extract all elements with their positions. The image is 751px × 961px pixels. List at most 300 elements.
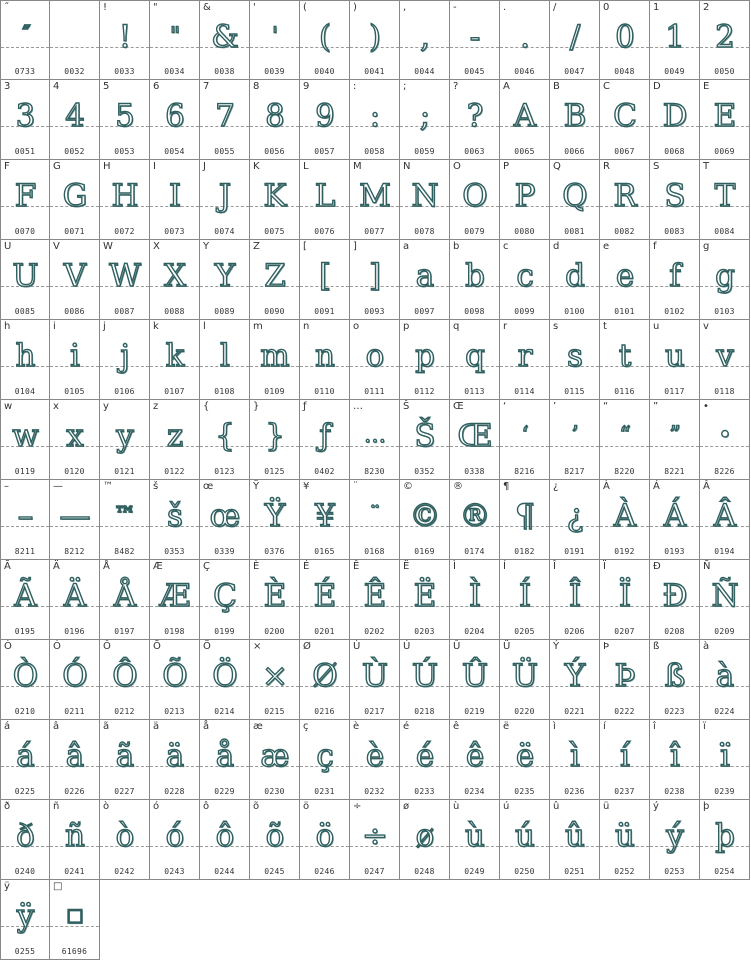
glyph-cell[interactable]	[450, 240, 500, 320]
glyph-cell[interactable]	[700, 80, 750, 160]
glyph-char-label: å	[203, 721, 210, 732]
glyph-cell[interactable]	[650, 720, 700, 800]
glyph-cell[interactable]	[350, 160, 400, 240]
glyph-char-label: t	[603, 321, 607, 332]
glyph-code-label: 0233	[414, 787, 435, 796]
glyph-code-label: 0211	[64, 707, 85, 716]
glyph-char-label: œ	[203, 481, 214, 492]
glyph-cell[interactable]	[650, 400, 700, 480]
glyph-cell[interactable]	[200, 400, 250, 480]
glyph-cell[interactable]	[600, 320, 650, 400]
glyph-char-label: Æ	[153, 561, 163, 572]
glyph-cell[interactable]	[500, 160, 550, 240]
glyph-code-label: 0231	[314, 787, 335, 796]
glyph-preview: è	[365, 738, 384, 774]
glyph-cell[interactable]	[300, 800, 350, 880]
glyph-cell[interactable]	[550, 480, 600, 560]
glyph-char-label: …	[353, 401, 363, 412]
glyph-cell[interactable]	[150, 720, 200, 800]
glyph-cell[interactable]	[550, 160, 600, 240]
glyph-code-label: 0048	[614, 67, 635, 76]
glyph-cell[interactable]	[700, 800, 750, 880]
glyph-code-label: 0228	[164, 787, 185, 796]
glyph-cell[interactable]	[250, 0, 300, 80]
glyph-cell[interactable]	[200, 160, 250, 240]
glyph-char-label: '	[253, 2, 256, 13]
glyph-char-label: O	[453, 161, 461, 172]
glyph-cell[interactable]	[150, 0, 200, 80]
glyph-preview: õ	[265, 818, 284, 854]
glyph-cell[interactable]	[450, 720, 500, 800]
glyph-cell[interactable]	[150, 80, 200, 160]
glyph-preview: Í	[518, 578, 531, 614]
glyph-cell[interactable]	[200, 640, 250, 720]
glyph-cell[interactable]	[500, 400, 550, 480]
glyph-code-label: 0087	[114, 307, 135, 316]
glyph-cell[interactable]	[700, 0, 750, 80]
glyph-preview: –	[17, 498, 33, 534]
glyph-cell[interactable]	[600, 0, 650, 80]
glyph-preview: Ä	[63, 578, 86, 614]
glyph-char-label: i	[53, 321, 56, 332]
glyph-cell[interactable]	[650, 480, 700, 560]
glyph-cell[interactable]	[550, 720, 600, 800]
glyph-code-label: 0203	[414, 627, 435, 636]
glyph-code-label: 8217	[564, 467, 585, 476]
glyph-char-label: d	[553, 241, 560, 252]
glyph-cell[interactable]	[500, 640, 550, 720]
glyph-cell[interactable]	[350, 400, 400, 480]
glyph-cell[interactable]	[600, 480, 650, 560]
glyph-cell[interactable]	[200, 320, 250, 400]
glyph-cell[interactable]	[450, 560, 500, 640]
glyph-char-label: ã	[103, 721, 110, 732]
glyph-cell[interactable]	[350, 560, 400, 640]
glyph-code-label: 0198	[164, 627, 185, 636]
glyph-cell[interactable]	[650, 80, 700, 160]
glyph-char-label: á	[4, 721, 11, 732]
glyph-preview: ’	[571, 423, 578, 448]
glyph-preview: F	[14, 178, 36, 214]
glyph-cell[interactable]	[300, 160, 350, 240]
glyph-preview: P	[514, 178, 535, 214]
glyph-preview: -	[469, 19, 480, 55]
glyph-cell[interactable]	[200, 240, 250, 320]
glyph-cell[interactable]	[500, 720, 550, 800]
glyph-cell[interactable]	[250, 560, 300, 640]
glyph-preview: ]	[368, 258, 381, 294]
glyph-cell[interactable]	[350, 800, 400, 880]
glyph-cell[interactable]	[700, 640, 750, 720]
glyph-preview: V	[63, 258, 86, 294]
glyph-cell[interactable]	[250, 400, 300, 480]
glyph-cell[interactable]	[150, 480, 200, 560]
glyph-cell[interactable]	[550, 320, 600, 400]
glyph-preview: c	[516, 258, 533, 294]
glyph-cell[interactable]	[150, 320, 200, 400]
glyph-char-label: Z	[253, 241, 260, 252]
glyph-cell[interactable]	[450, 320, 500, 400]
glyph-preview: '	[271, 24, 278, 49]
glyph-cell[interactable]	[200, 0, 250, 80]
glyph-code-label: 0353	[164, 547, 185, 556]
glyph-cell[interactable]	[100, 560, 150, 640]
glyph-char-label: 7	[203, 81, 210, 92]
glyph-preview: u	[665, 338, 684, 374]
glyph-code-label: 0097	[414, 307, 435, 316]
glyph-code-label: 0084	[714, 227, 735, 236]
glyph-cell[interactable]	[500, 320, 550, 400]
glyph-preview: p	[415, 338, 434, 374]
glyph-cell[interactable]	[200, 480, 250, 560]
glyph-char-label: E	[703, 81, 710, 92]
glyph-char-label: â	[53, 721, 60, 732]
glyph-cell[interactable]	[250, 800, 300, 880]
glyph-cell[interactable]	[700, 480, 750, 560]
glyph-cell[interactable]	[300, 480, 350, 560]
glyph-code-label: 0107	[164, 387, 185, 396]
glyph-code-label: 0250	[514, 867, 535, 876]
glyph-cell[interactable]	[600, 800, 650, 880]
glyph-preview: —	[59, 498, 90, 534]
glyph-cell[interactable]	[0, 800, 50, 880]
glyph-cell[interactable]	[600, 240, 650, 320]
glyph-cell[interactable]	[0, 240, 50, 320]
glyph-cell[interactable]	[550, 560, 600, 640]
glyph-code-label: 0206	[564, 627, 585, 636]
glyph-preview: ù	[465, 818, 484, 854]
glyph-cell[interactable]	[0, 400, 50, 480]
glyph-cell[interactable]	[350, 320, 400, 400]
glyph-cell[interactable]	[600, 560, 650, 640]
glyph-cell[interactable]	[600, 720, 650, 800]
glyph-cell[interactable]	[650, 320, 700, 400]
glyph-char-label: Î	[553, 561, 556, 572]
glyph-cell[interactable]	[300, 0, 350, 80]
glyph-cell[interactable]	[600, 80, 650, 160]
glyph-code-label: 0229	[214, 787, 235, 796]
glyph-code-label: 0196	[64, 627, 85, 636]
glyph-cell[interactable]	[250, 160, 300, 240]
glyph-char-label: Ù	[353, 641, 361, 652]
glyph-cell[interactable]	[400, 640, 450, 720]
glyph-preview: á	[16, 738, 34, 774]
glyph-cell[interactable]	[650, 240, 700, 320]
glyph-cell[interactable]	[350, 240, 400, 320]
glyph-char-label: b	[453, 241, 460, 252]
glyph-char-label: ä	[153, 721, 160, 732]
glyph-code-label: 0089	[214, 307, 235, 316]
glyph-cell[interactable]	[0, 880, 50, 960]
glyph-cell[interactable]	[100, 400, 150, 480]
glyph-code-label: 0197	[114, 627, 135, 636]
glyph-cell[interactable]	[650, 800, 700, 880]
glyph-preview: ß	[664, 658, 685, 694]
glyph-preview: C	[613, 98, 636, 134]
glyph-code-label: 0116	[614, 387, 635, 396]
glyph-char-label: !	[103, 2, 108, 13]
glyph-cell[interactable]	[300, 80, 350, 160]
glyph-cell[interactable]	[200, 720, 250, 800]
glyph-code-label: 0111	[364, 387, 385, 396]
glyph-cell[interactable]	[300, 560, 350, 640]
glyph-cell[interactable]	[300, 240, 350, 320]
glyph-char-label: z	[153, 401, 159, 412]
glyph-preview: Ö	[212, 658, 237, 694]
glyph-char-label: R	[603, 161, 610, 172]
glyph-cell[interactable]	[100, 240, 150, 320]
glyph-cell[interactable]	[50, 720, 100, 800]
glyph-cell[interactable]	[250, 640, 300, 720]
glyph-cell[interactable]	[50, 640, 100, 720]
glyph-cell[interactable]	[600, 400, 650, 480]
glyph-code-label: 0039	[264, 67, 285, 76]
glyph-cell[interactable]	[0, 0, 50, 80]
glyph-cell[interactable]	[50, 80, 100, 160]
glyph-char-label: ÷	[353, 801, 362, 812]
glyph-preview: Î	[568, 578, 581, 614]
glyph-code-label: 0120	[64, 467, 85, 476]
glyph-char-label: 4	[53, 81, 60, 92]
glyph-cell[interactable]	[700, 560, 750, 640]
glyph-cell[interactable]	[500, 560, 550, 640]
glyph-cell[interactable]	[100, 720, 150, 800]
glyph-preview: ¥	[315, 498, 334, 534]
glyph-cell[interactable]	[150, 240, 200, 320]
glyph-char-label: Ä	[53, 561, 60, 572]
glyph-cell[interactable]	[400, 320, 450, 400]
glyph-cell[interactable]	[100, 320, 150, 400]
glyph-cell[interactable]	[500, 80, 550, 160]
glyph-preview: ð	[16, 818, 34, 854]
glyph-char-label: ø	[403, 801, 410, 812]
glyph-cell[interactable]	[50, 240, 100, 320]
glyph-code-label: 0202	[364, 627, 385, 636]
glyph-cell[interactable]	[500, 0, 550, 80]
glyph-cell[interactable]	[550, 400, 600, 480]
glyph-preview: O	[462, 178, 487, 214]
glyph-cell[interactable]	[350, 0, 400, 80]
glyph-cell[interactable]	[550, 640, 600, 720]
glyph-cell[interactable]	[150, 640, 200, 720]
glyph-cell[interactable]	[600, 160, 650, 240]
glyph-cell[interactable]	[550, 80, 600, 160]
glyph-char-label: Ì	[453, 561, 456, 572]
glyph-cell[interactable]	[0, 320, 50, 400]
glyph-code-label: 0056	[264, 147, 285, 156]
glyph-cell[interactable]	[400, 800, 450, 880]
glyph-cell[interactable]	[450, 160, 500, 240]
glyph-cell[interactable]	[300, 720, 350, 800]
glyph-cell[interactable]	[700, 240, 750, 320]
glyph-cell[interactable]	[50, 160, 100, 240]
glyph-preview: ý	[666, 818, 683, 854]
glyph-preview: r	[517, 338, 532, 374]
glyph-cell[interactable]	[650, 0, 700, 80]
glyph-cell[interactable]	[150, 160, 200, 240]
glyph-cell[interactable]	[400, 720, 450, 800]
glyph-cell[interactable]	[650, 640, 700, 720]
glyph-cell[interactable]	[100, 640, 150, 720]
glyph-cell[interactable]	[50, 0, 100, 80]
glyph-cell[interactable]	[250, 80, 300, 160]
glyph-cell[interactable]	[400, 80, 450, 160]
glyph-cell[interactable]	[50, 800, 100, 880]
glyph-cell[interactable]	[50, 400, 100, 480]
glyph-cell[interactable]	[0, 560, 50, 640]
glyph-cell[interactable]	[50, 880, 100, 960]
glyph-code-label: 0194	[714, 547, 735, 556]
glyph-cell[interactable]	[650, 560, 700, 640]
glyph-cell[interactable]	[450, 480, 500, 560]
glyph-preview	[50, 15, 99, 59]
glyph-preview: Š	[414, 418, 435, 454]
glyph-code-label: 0236	[564, 787, 585, 796]
glyph-code-label: 0402	[314, 467, 335, 476]
glyph-cell[interactable]	[100, 160, 150, 240]
glyph-cell[interactable]	[450, 0, 500, 80]
glyph-code-label: 0032	[64, 67, 85, 76]
glyph-code-label: 0217	[364, 707, 385, 716]
glyph-cell[interactable]	[150, 800, 200, 880]
glyph-cell[interactable]	[550, 800, 600, 880]
glyph-code-label: 0099	[514, 307, 535, 316]
glyph-code-label: 0067	[614, 147, 635, 156]
glyph-code-label: 0255	[14, 947, 36, 956]
glyph-cell[interactable]	[550, 240, 600, 320]
glyph-cell[interactable]	[250, 480, 300, 560]
glyph-cell[interactable]	[500, 240, 550, 320]
glyph-preview: ƒ	[319, 418, 330, 454]
glyph-preview: å	[215, 738, 234, 774]
glyph-code-label: 0081	[564, 227, 585, 236]
glyph-code-label: 0074	[214, 227, 235, 236]
glyph-cell[interactable]	[0, 160, 50, 240]
glyph-char-label: q	[453, 321, 460, 332]
glyph-cell[interactable]	[400, 400, 450, 480]
glyph-preview: û	[565, 818, 584, 854]
glyph-char-label: M	[353, 161, 362, 172]
glyph-char-label: Þ	[603, 641, 610, 652]
glyph-cell[interactable]	[0, 720, 50, 800]
glyph-preview: Ì	[468, 578, 481, 614]
glyph-code-label: 0224	[714, 707, 735, 716]
glyph-code-label: 0057	[314, 147, 335, 156]
glyph-cell[interactable]	[350, 720, 400, 800]
glyph-cell[interactable]	[400, 560, 450, 640]
glyph-code-label: 0338	[464, 467, 485, 476]
glyph-char-label: õ	[253, 801, 260, 812]
glyph-cell[interactable]	[450, 640, 500, 720]
glyph-preview: ‘	[521, 423, 528, 448]
glyph-cell[interactable]	[200, 560, 250, 640]
glyph-cell[interactable]	[350, 80, 400, 160]
glyph-preview: ™	[114, 503, 135, 528]
glyph-char-label: Â	[703, 481, 710, 492]
glyph-char-label: -	[453, 2, 457, 13]
glyph-preview: t	[618, 338, 631, 374]
glyph-cell[interactable]	[0, 80, 50, 160]
glyph-cell[interactable]	[400, 0, 450, 80]
glyph-code-label: 0225	[14, 787, 36, 796]
glyph-cell[interactable]	[450, 400, 500, 480]
glyph-cell[interactable]	[50, 480, 100, 560]
glyph-code-label: 0050	[714, 67, 735, 76]
glyph-cell[interactable]	[50, 560, 100, 640]
glyph-cell[interactable]	[700, 400, 750, 480]
glyph-cell[interactable]	[300, 400, 350, 480]
glyph-char-label: Ò	[4, 641, 12, 652]
glyph-cell[interactable]	[550, 0, 600, 80]
glyph-code-label: 0045	[464, 67, 485, 76]
glyph-char-label: N	[403, 161, 411, 172]
glyph-cell[interactable]	[450, 80, 500, 160]
glyph-cell[interactable]	[300, 640, 350, 720]
glyph-cell[interactable]	[100, 0, 150, 80]
glyph-cell[interactable]	[300, 320, 350, 400]
glyph-cell[interactable]	[600, 640, 650, 720]
glyph-char-label: Í	[503, 561, 506, 572]
glyph-cell[interactable]	[250, 240, 300, 320]
glyph-cell[interactable]	[700, 320, 750, 400]
glyph-cell[interactable]	[250, 720, 300, 800]
glyph-cell[interactable]	[150, 400, 200, 480]
glyph-cell[interactable]	[200, 800, 250, 880]
glyph-cell[interactable]	[50, 320, 100, 400]
glyph-char-label: Q	[553, 161, 561, 172]
glyph-preview: 2	[715, 19, 734, 55]
glyph-cell[interactable]	[100, 80, 150, 160]
glyph-cell[interactable]	[100, 800, 150, 880]
glyph-cell[interactable]	[700, 160, 750, 240]
glyph-cell[interactable]	[150, 560, 200, 640]
glyph-cell[interactable]	[400, 480, 450, 560]
glyph-preview: N	[411, 178, 438, 214]
glyph-char-label: K	[253, 161, 260, 172]
glyph-cell[interactable]	[100, 480, 150, 560]
glyph-cell[interactable]	[500, 800, 550, 880]
glyph-code-label: 0174	[464, 547, 485, 556]
glyph-char-label: I	[153, 161, 156, 172]
glyph-char-label: Ý	[553, 641, 560, 652]
glyph-cell[interactable]	[500, 480, 550, 560]
glyph-cell[interactable]	[0, 640, 50, 720]
glyph-cell[interactable]	[450, 800, 500, 880]
glyph-char-label: ç	[303, 721, 309, 732]
glyph-code-label: 0075	[264, 227, 285, 236]
glyph-preview: ñ	[65, 818, 84, 854]
glyph-code-label: 0253	[664, 867, 685, 876]
glyph-cell[interactable]	[700, 720, 750, 800]
glyph-char-label: ‘	[503, 401, 507, 412]
glyph-cell[interactable]	[0, 480, 50, 560]
glyph-cell[interactable]	[250, 320, 300, 400]
glyph-cell[interactable]	[650, 160, 700, 240]
glyph-cell[interactable]	[400, 160, 450, 240]
glyph-cell[interactable]	[400, 240, 450, 320]
glyph-preview: Ê	[363, 578, 386, 614]
glyph-cell[interactable]	[350, 640, 400, 720]
glyph-char-label: Ÿ	[253, 481, 260, 492]
glyph-code-label: 0059	[414, 147, 435, 156]
glyph-preview: ©	[409, 498, 440, 534]
glyph-code-label: 0235	[514, 787, 535, 796]
glyph-cell[interactable]	[350, 480, 400, 560]
glyph-char-label: Å	[103, 561, 110, 572]
glyph-code-label: 0040	[314, 67, 335, 76]
glyph-preview: ˝	[20, 24, 30, 49]
glyph-cell[interactable]	[200, 80, 250, 160]
